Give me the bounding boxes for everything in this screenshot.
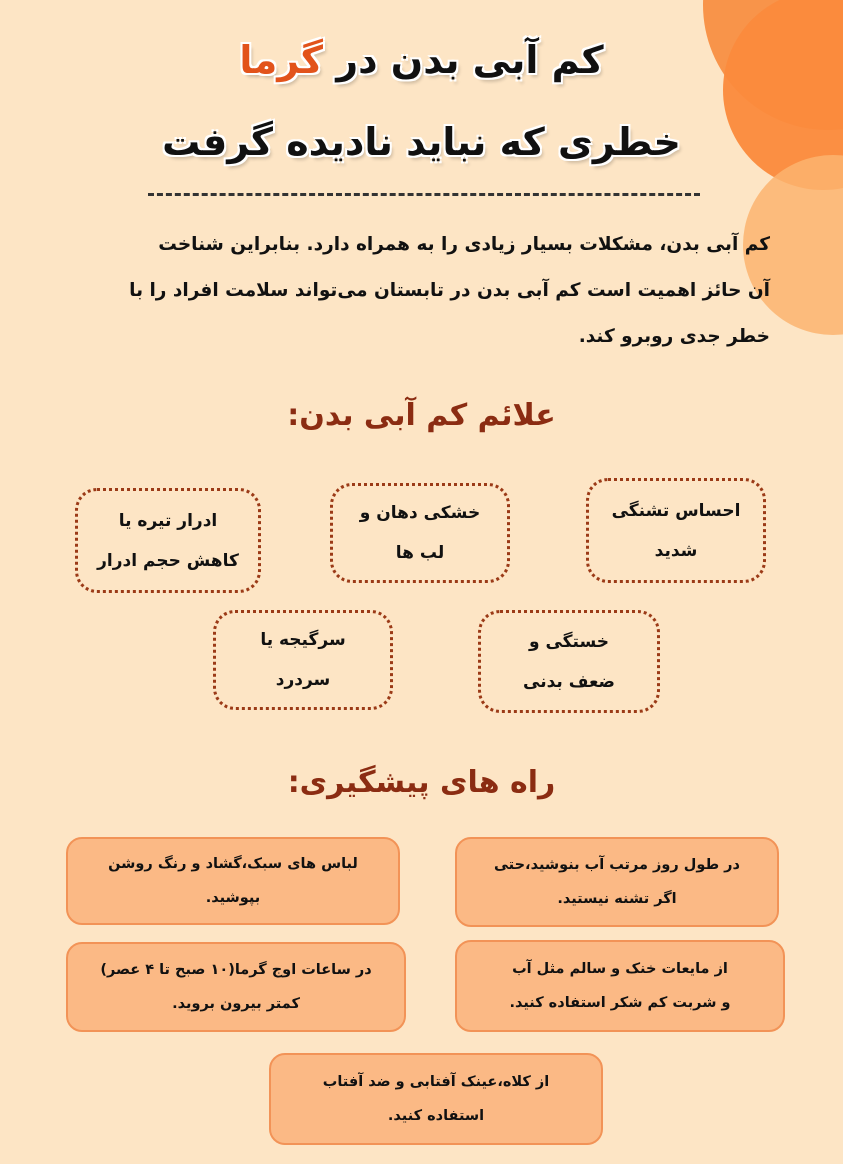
prevention-card xyxy=(66,942,406,1032)
prevention-line: در ساعات اوج گرما(۱۰ صبح تا ۴ عصر) xyxy=(100,962,372,978)
prevention-line: از کلاه،عینک آفتابی و ضد آفتاب xyxy=(322,1074,550,1090)
symptom-card xyxy=(75,488,261,593)
prevention-card xyxy=(455,940,785,1032)
prevention-line: و شربت کم شکر استفاده کنید. xyxy=(509,995,731,1011)
symptom-line: خستگی و xyxy=(528,631,610,652)
title-text: کم آبی بدن در xyxy=(322,38,604,82)
symptom-line: ضعف بدنی xyxy=(523,671,615,692)
prevention-line: اگر تشنه نیستید. xyxy=(557,891,677,907)
intro-line: خطر جدی روبرو کند. xyxy=(578,326,770,347)
symptom-card xyxy=(586,478,766,583)
symptom-line: سردرد xyxy=(275,670,331,690)
title-line-1 xyxy=(0,38,843,82)
symptom-line: خشکی دهان و xyxy=(359,503,481,523)
prevention-line: لباس های سبک،گشاد و رنگ روشن xyxy=(108,856,358,872)
intro-line: آن حائز اهمیت است کم آبی بدن در تابستان می‌تواند سلامت افراد را با xyxy=(129,280,770,301)
symptom-card xyxy=(330,483,510,583)
symptom-card xyxy=(478,610,660,713)
symptom-line: احساس تشنگی xyxy=(611,500,741,521)
prevention-heading: راه های پیشگیری: xyxy=(287,765,556,800)
prevention-card xyxy=(66,837,400,925)
symptom-card xyxy=(213,610,393,710)
title-line-2: خطری که نباید نادیده گرفت xyxy=(162,120,681,164)
symptoms-heading: علائم کم آبی بدن: xyxy=(287,398,556,433)
intro-paragraph xyxy=(70,222,770,360)
prevention-line: از مایعات خنک و سالم مثل آب xyxy=(512,961,728,977)
symptom-line: شدید xyxy=(654,540,698,561)
prevention-line: بپوشید. xyxy=(205,890,261,906)
symptom-line: سرگیجه یا xyxy=(260,630,346,650)
symptom-line: ادرار تیره یا xyxy=(118,510,218,531)
intro-line: کم آبی بدن، مشکلات بسیار زیادی را به همراه دارد. بنابراین شناخت xyxy=(158,234,770,255)
prevention-line: در طول روز مرتب آب بنوشید،حتی xyxy=(494,857,740,873)
prevention-line: استفاده کنید. xyxy=(387,1108,485,1124)
symptom-line: لب ها xyxy=(395,543,445,563)
title-highlight: گرما xyxy=(239,38,323,82)
prevention-card xyxy=(455,837,779,927)
prevention-line: کمتر بیرون بروید. xyxy=(172,996,300,1012)
prevention-card xyxy=(269,1053,603,1145)
symptom-line: کاهش حجم ادرار xyxy=(97,550,239,571)
dashed-divider xyxy=(148,193,700,196)
